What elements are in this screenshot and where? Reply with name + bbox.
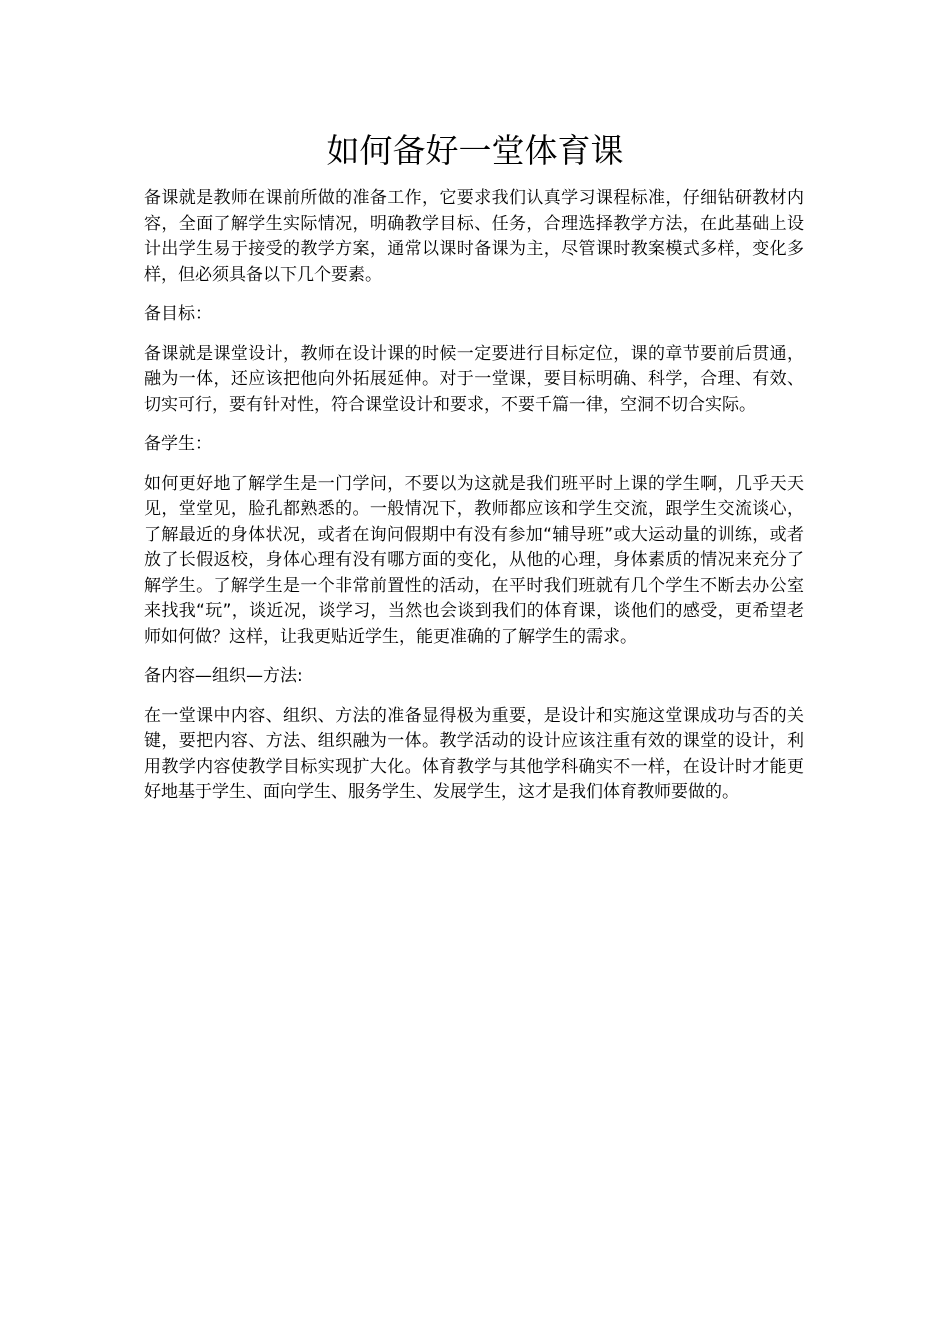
section-heading-students: 备学生： <box>144 434 212 454</box>
section-body-students: 如何更好地了解学生是一门学问，不要以为这就是我们班平时上课的学生啊，几乎天天见，堂堂见，脸孔都熟悉的。一般情况下，教师都应该和学生交流，跟学生交流谈心，了解最近的身体状况，或者在询问假期中有没有参加“辅导班”或大运动量的训练，或者放了长假返校，身体心理有没有哪方面的变化，从他的心理，身体素质的情况来充分了解学生。了解学生是一个非常前置性的活动，在平时我们班就有几个学生不断去办公室来找我“玩”，谈近况，谈学习，当然也会谈到我们的体育课，谈他们的感受，更希望老师如何做？这样，让我更贴近学生，能更准确的了解学生的需求。 <box>144 473 804 647</box>
document-title: 如何备好一堂体育课 <box>326 131 624 170</box>
section-heading-goals: 备目标： <box>144 304 212 324</box>
document-body <box>144 186 804 820</box>
section-heading-content: 备内容—组织—方法: <box>144 666 303 686</box>
intro-paragraph: 备课就是教师在课前所做的准备工作，它要求我们认真学习课程标准，仔细钻研教材内容，全面了解学生实际情况，明确教学目标、任务，合理选择教学方法，在此基础上设计出学生易于接受的教学方案，通常以课时备课为主，尽管课时教案模式多样，变化多样，但必须具备以下几个要素。 <box>144 188 804 285</box>
section-body-goals: 备课就是课堂设计，教师在设计课的时候一定要进行目标定位，课的章节要前后贯通，融为一体，还应该把他向外拓展延伸。对于一堂课，要目标明确、科学，合理、有效、切实可行，要有针对性，符合课堂设计和要求，不要千篇一律，空洞不切合实际。 <box>144 343 804 415</box>
section-body-content: 在一堂课中内容、组织、方法的准备显得极为重要，是设计和实施这堂课成功与否的关键，要把内容、方法、组织融为一体。教学活动的设计应该注重有效的课堂的设计，利用教学内容使教学目标实现扩大化。体育教学与其他学科确实不一样，在设计时才能更好地基于学生、面向学生、服务学生、发展学生，这才是我们体育教师要做的。 <box>144 705 804 802</box>
